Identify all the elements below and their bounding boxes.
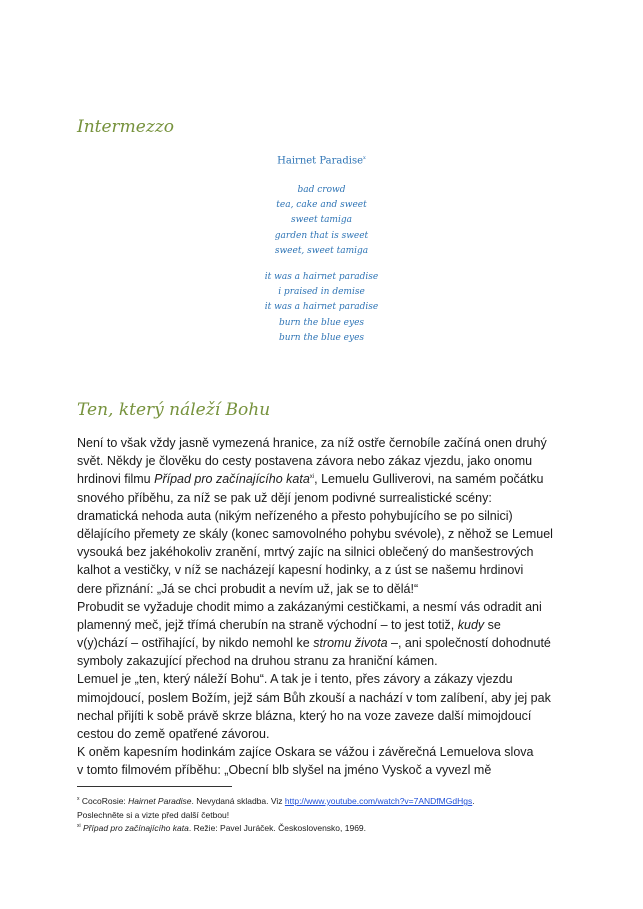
text-run: K oněm kapesním hodinkám zajíce Oskara se vážou i závěrečná Lemuelova slova (77, 745, 534, 760)
body-line (77, 725, 577, 743)
text-run: dramatická nehoda auta (nikým neřízeného a přesto pohybujícího se po silnici) (77, 508, 513, 523)
film-title-italic: Případ pro začínajícího kata (154, 472, 310, 487)
text-run: . (472, 796, 475, 806)
body-paragraphs (77, 434, 577, 780)
poem-line: tea, cake and sweet (276, 200, 367, 211)
body-line (77, 652, 577, 670)
text-run: v(y)chází – ostřihající, by nikdo nemohl ke (77, 636, 314, 651)
body-line (77, 634, 577, 652)
poem-stanza-1 (0, 183, 643, 259)
text-run: –, ani společností dohodnuté (387, 636, 551, 651)
poem-line: i praised in demise (278, 287, 365, 298)
footnote-x (77, 795, 577, 809)
text-run: CocoRosie: (79, 796, 129, 806)
poem-title-text: Hairnet Paradise (277, 155, 364, 167)
footnote-xi (77, 822, 577, 836)
body-line (77, 580, 577, 598)
body-line (77, 616, 577, 634)
body-line (77, 452, 577, 470)
text-run: se (484, 617, 501, 632)
italic-emphasis: stromu života (313, 636, 388, 651)
body-line (77, 543, 577, 561)
body-line (77, 670, 577, 688)
poem-line: bad crowd (297, 185, 346, 195)
poem-line: burn the blue eyes (278, 317, 365, 328)
text-run: plamenný meč, jejž třímá cherubín na straně východní – to jest totiž, (77, 617, 458, 632)
text-run: vysouká bez jakéhokoliv zranění, mrtvý zajíc na silnici oblečený do manšestrových (77, 545, 534, 560)
text-run: symboly zakazující přechod na druhou stranu za hraniční kámen. (77, 654, 438, 669)
italic-emphasis: kudy (457, 617, 485, 632)
text-run: Lemuel je „ten, který náleží Bohu“. A tak je i tento, přes závory a zákazy vjezdu (77, 672, 513, 687)
text-run: svět. Někdy je člověku do cesty postavena závora nebo zákaz vjezdu, jako onomu (77, 454, 533, 469)
body-line (77, 434, 577, 452)
body-line (77, 561, 577, 579)
poem-line: it was a hairnet paradise (264, 302, 379, 313)
footnote-mark: xi (77, 823, 81, 830)
text-run: Probudit se vyžaduje chodit mimo a zakázanými cestičkami, a nesmí vás odradit ani (77, 599, 542, 614)
body-line (77, 470, 577, 488)
footnote-mark: x (77, 796, 80, 803)
poem-stanza-2 (0, 270, 643, 346)
body-line (77, 507, 577, 525)
text-run: , Lemuelu Gulliverovi, na samém počátku (314, 472, 544, 487)
body-line (77, 707, 577, 725)
body-line (77, 689, 577, 707)
text-run: mimojdoucí, poslem Božím, jejž sám Bůh zkouší a nachází v tom zalíbení, aby jej pak (77, 690, 551, 705)
poem-line: it was a hairnet paradise (264, 272, 379, 282)
section-heading-intermezzo: Intermezzo (77, 117, 175, 137)
text-run: dere přiznání: „Já se chci probudit a nevím už, jak se to dělá!“ (77, 581, 419, 596)
text-run: cestou do země opatřené závorou. (77, 727, 270, 741)
text-run: snového příběhu, za níž se pak už dějí jenom podivné surrealistické scény: (77, 490, 492, 505)
poem-title (0, 152, 643, 167)
text-run: v tomto filmovém příběhu: „Obecní blb slyšel na jméno Vyskoč a vyvezl mě (77, 763, 492, 778)
text-run: Není to však vždy jasně vymezená hranice, za níž ostře černobíle začíná onen druhý (77, 436, 547, 450)
body-line (77, 525, 577, 543)
footnote-x-continued: Poslechněte si a vizte před další četbou! (77, 809, 230, 820)
footnotes (77, 795, 577, 836)
body-line (77, 761, 577, 779)
footnote-ref-x[interactable]: x (363, 155, 366, 161)
poem-line: burn the blue eyes (278, 332, 365, 343)
text-run: kalhot a vestičky, v níž se nacházejí kapesní hodinky, a z úst se našemu hrdinovi (77, 563, 524, 578)
text-run: . Nevydaná skladba. Viz (191, 796, 285, 806)
body-line (77, 598, 577, 616)
text-run: nechal přijíti k sobě právě skrze blázna, který ho na voze zaveze další mimojdoucí (77, 708, 532, 723)
poem-line: sweet, sweet tamiga (274, 245, 369, 256)
footnote-separator (77, 786, 232, 787)
section-heading-ten-ktery-nalezi-bohu: Ten, který náleží Bohu (77, 400, 271, 420)
text-run: . Režie: Pavel Juráček. Československo, 1969. (188, 823, 367, 833)
song-title-italic: Hairnet Paradise (128, 796, 192, 806)
body-line (77, 489, 577, 507)
youtube-link[interactable]: http://www.youtube.com/watch?v=7ANDfMGdHgs (284, 796, 473, 806)
body-line (77, 743, 577, 761)
poem-line: sweet tamiga (291, 215, 352, 226)
film-title-italic: Případ pro začínajícího kata (83, 823, 189, 833)
text-run: dělajícího přemety ze skály (konec samovolného pohybu svévole), z něhož se Lemuel (77, 526, 553, 541)
text-run: hrdinovi filmu (77, 472, 155, 487)
poem-line: garden that is sweet (274, 230, 369, 241)
footnote-ref-xi[interactable]: xi (309, 474, 315, 481)
